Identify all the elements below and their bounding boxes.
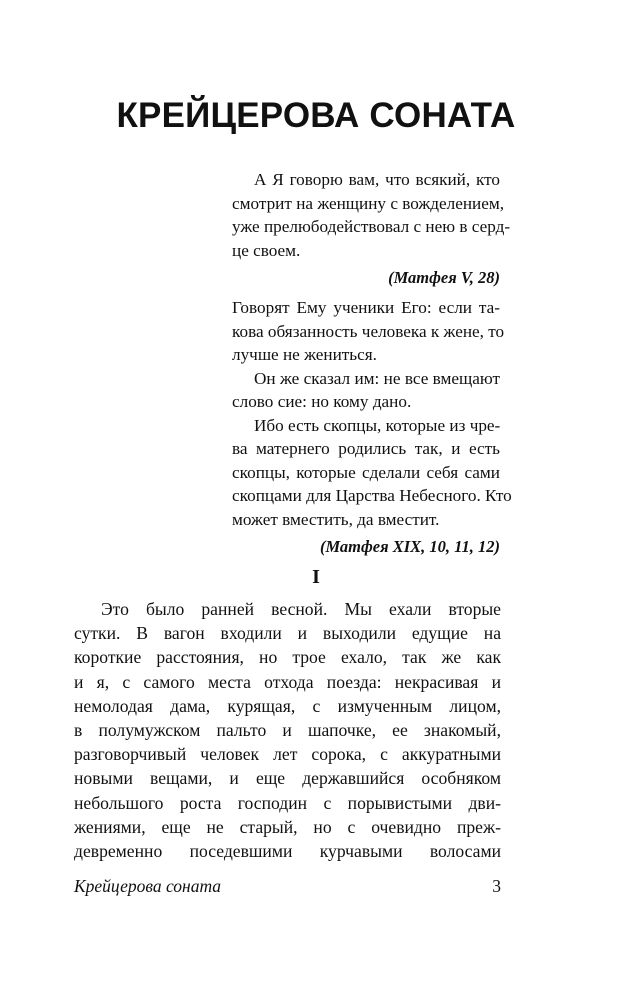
body-line: новыми вещами, и еще державшийся особняком xyxy=(74,768,501,789)
epigraph-2-citation: (Матфея XIX, 10, 11, 12) xyxy=(319,537,500,556)
epigraph-2-line: скопцы, которые сделали себя сами xyxy=(232,462,500,482)
body-line: Это было ранней весной. Мы ехали вторые xyxy=(101,599,501,619)
epigraph-2-line: слово сие: но кому дано. xyxy=(232,392,412,411)
body-line: сутки. В вагон входили и выходили едущие на xyxy=(74,623,501,644)
epigraph-2-line: скопцами для Царства Небесного. Кто xyxy=(232,486,512,505)
body-line: жениями, еще не старый, но с очевидно преж- xyxy=(74,816,501,837)
epigraph-2-line: может вместить, да вместит. xyxy=(232,509,440,529)
epigraph-1-line: смотрит на женщину с вожделением, xyxy=(232,193,505,213)
epigraph-1-line: уже прелюбодействовал с нею в серд- xyxy=(232,217,511,236)
page-title: КРЕЙЦЕРОВА СОНАТА xyxy=(116,96,516,135)
epigraph-1-line: це своем. xyxy=(232,240,301,260)
chapter-body xyxy=(74,597,501,863)
body-line: и я, с самого места отхода поезда: некрасивая и xyxy=(74,671,501,692)
epigraph-1-line: А Я говорю вам, что всякий, кто xyxy=(254,170,500,189)
body-line: в полумужском пальто и шапочке, ее знакомый, xyxy=(74,720,501,741)
body-line: немолодая дама, курящая, с измученным лицом, xyxy=(74,695,501,716)
epigraph-2-line: Он же сказал им: не все вмещают xyxy=(254,368,500,388)
running-title: Крейцерова соната xyxy=(74,876,222,896)
page-number: 3 xyxy=(492,876,501,896)
body-line: девременно поседевшими курчавыми волосами xyxy=(74,841,501,862)
body-line: небольшого роста господин с порывистыми дви- xyxy=(74,792,501,813)
epigraph-1 xyxy=(232,168,511,290)
epigraph-2 xyxy=(232,296,512,559)
body-line: разговорчивый человек лет сорока, с аккуратными xyxy=(74,744,501,765)
epigraph-1-citation: (Матфея V, 28) xyxy=(388,268,500,287)
epigraph-2-line: лучше не жениться. xyxy=(232,345,377,364)
body-line: короткие расстояния, но трое ехало, так же как xyxy=(74,647,501,668)
epigraph-2-line: ва матернего родились так, и есть xyxy=(232,439,500,458)
epigraph-2-line: кова обязанность человека к жене, то xyxy=(232,321,505,341)
epigraph-2-line: Говорят Ему ученики Его: если та- xyxy=(232,298,500,317)
epigraph-2-line: Ибо есть скопцы, которые из чре- xyxy=(254,415,501,435)
chapter-heading: I xyxy=(312,566,320,588)
